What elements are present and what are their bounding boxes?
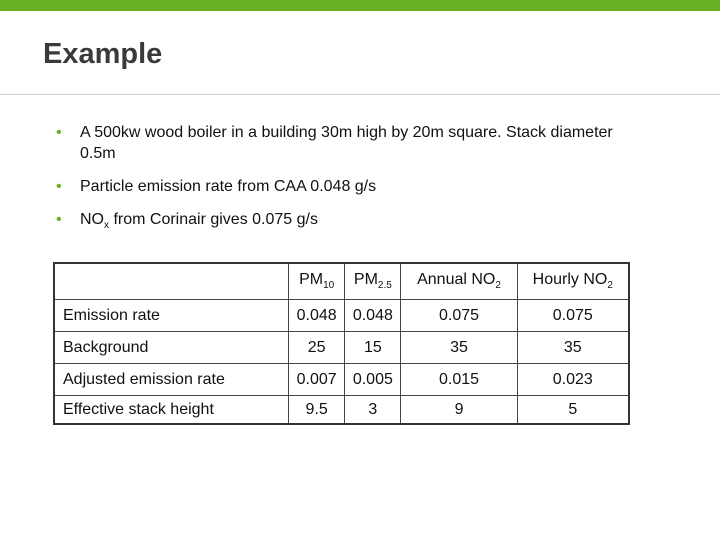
table-cell: 15 bbox=[345, 332, 401, 364]
bullet-text-sub: x bbox=[104, 220, 109, 232]
table-cell: 0.007 bbox=[289, 364, 345, 396]
table-cell: 0.005 bbox=[345, 364, 401, 396]
table-cell: 0.048 bbox=[289, 300, 345, 332]
bullet-icon: • bbox=[56, 211, 62, 228]
bullet-list bbox=[52, 122, 652, 248]
table-corner-cell bbox=[54, 263, 289, 300]
row-label: Emission rate bbox=[54, 300, 289, 332]
table-cell: 5 bbox=[517, 396, 629, 425]
bullet-text: A 500kw wood boiler in a building 30m high by 20m square. Stack diameter 0.5m bbox=[80, 124, 613, 162]
bullet-text: Particle emission rate from CAA 0.048 g/s bbox=[80, 178, 377, 195]
table-cell: 0.075 bbox=[401, 300, 517, 332]
header-pm10: $PM_{10}$ bbox=[289, 263, 345, 300]
bullet-icon: • bbox=[56, 124, 62, 141]
bullet-item bbox=[52, 176, 652, 197]
table-cell: 35 bbox=[517, 332, 629, 364]
bullet-item bbox=[52, 209, 652, 236]
bullet-icon: • bbox=[56, 178, 62, 195]
row-label: Background bbox=[54, 332, 289, 364]
top-accent-bar bbox=[0, 0, 720, 11]
table-cell: 0.023 bbox=[517, 364, 629, 396]
table-cell: 0.075 bbox=[517, 300, 629, 332]
table-cell: 0.015 bbox=[401, 364, 517, 396]
row-label: Effective stack height bbox=[54, 396, 289, 425]
table-cell: 3 bbox=[345, 396, 401, 425]
table-cell: 9 bbox=[401, 396, 517, 425]
table-row bbox=[54, 332, 629, 364]
title-divider bbox=[0, 94, 720, 95]
table-cell: 0.048 bbox=[345, 300, 401, 332]
bullet-text-pre: NO bbox=[80, 211, 104, 228]
table-row bbox=[54, 364, 629, 396]
table-row bbox=[54, 300, 629, 332]
table-cell: 25 bbox=[289, 332, 345, 364]
table-header-row bbox=[54, 263, 629, 300]
header-pm25: $PM_{2.5}$ bbox=[345, 263, 401, 300]
slide-title: Example bbox=[43, 38, 163, 70]
table-row bbox=[54, 396, 629, 425]
row-label: Adjusted emission rate bbox=[54, 364, 289, 396]
table-cell: 35 bbox=[401, 332, 517, 364]
table-cell: 9.5 bbox=[289, 396, 345, 425]
emissions-table bbox=[53, 262, 630, 425]
header-hourly-no2: Hourly $NO_2$ bbox=[517, 263, 629, 300]
bullet-text-post: from Corinair gives 0.075 g/s bbox=[109, 211, 318, 228]
bullet-item bbox=[52, 122, 652, 164]
header-annual-no2: Annual $NO_2$ bbox=[401, 263, 517, 300]
